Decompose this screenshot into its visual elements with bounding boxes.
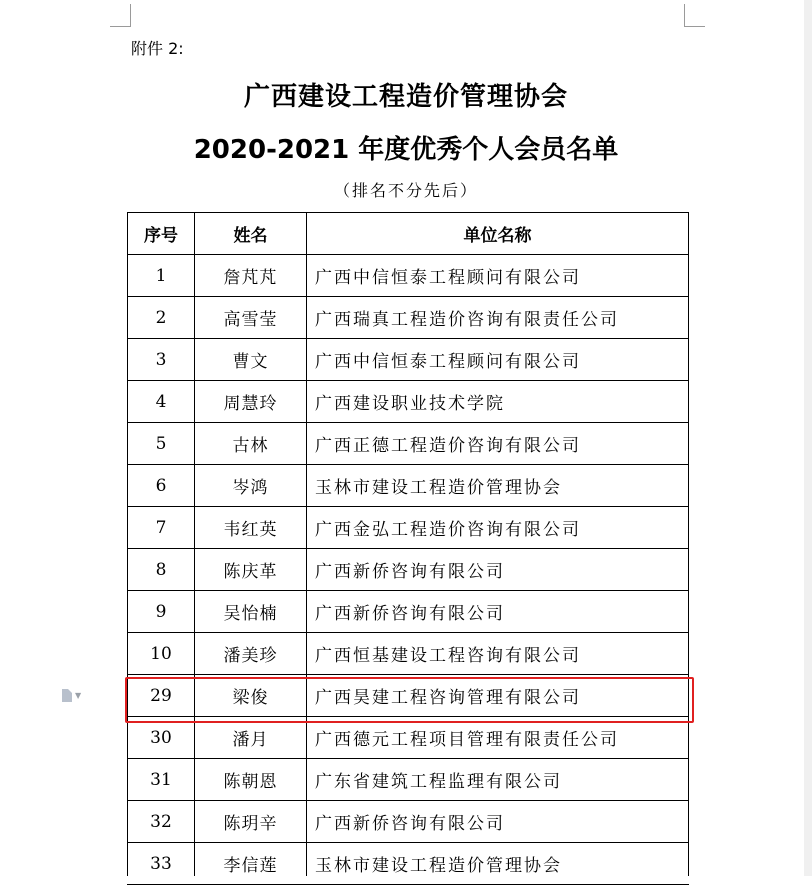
cell-name: 曹文 — [195, 339, 307, 381]
header-name: 姓名 — [195, 213, 307, 255]
cell-no: 29 — [128, 675, 195, 717]
cell-unit: 广西新侨咨询有限公司 — [307, 591, 689, 633]
table-row — [128, 297, 689, 339]
cell-no: 5 — [128, 423, 195, 465]
document-title: 广西建设工程造价管理协会 — [243, 82, 568, 112]
cell-unit: 广西昊建工程咨询管理有限公司 — [307, 675, 689, 717]
cell-unit: 广西恒基建设工程咨询有限公司 — [307, 633, 689, 675]
cell-no: 30 — [128, 717, 195, 759]
cell-unit: 广西建设职业技术学院 — [307, 381, 689, 423]
cell-no: 7 — [128, 507, 195, 549]
cell-name: 韦红英 — [195, 507, 307, 549]
table-row — [128, 507, 689, 549]
cell-unit: 广西德元工程项目管理有限责任公司 — [307, 717, 689, 759]
cell-unit: 广西中信恒泰工程顾问有限公司 — [307, 255, 689, 297]
member-table — [127, 212, 689, 885]
ranking-note: （排名不分先后） — [333, 181, 478, 200]
cell-unit: 广西中信恒泰工程顾问有限公司 — [307, 339, 689, 381]
cell-name: 李信莲 — [195, 843, 307, 885]
table-row — [128, 255, 689, 297]
cell-unit: 广西金弘工程造价咨询有限公司 — [307, 507, 689, 549]
table-row — [128, 381, 689, 423]
cell-unit: 广西新侨咨询有限公司 — [307, 801, 689, 843]
dropdown-arrow-icon: ▼ — [75, 691, 82, 700]
cell-name: 陈庆革 — [195, 549, 307, 591]
page-corner-mark-right — [684, 4, 705, 27]
cell-no: 10 — [128, 633, 195, 675]
cell-unit: 广西新侨咨询有限公司 — [307, 549, 689, 591]
cell-name: 周慧玲 — [195, 381, 307, 423]
page-bottom-edge — [0, 876, 812, 884]
document-subtitle-title: 2020-2021 年度优秀个人会员名单 — [193, 135, 619, 165]
cell-name: 高雪莹 — [195, 297, 307, 339]
cell-no: 6 — [128, 465, 195, 507]
document-icon — [62, 689, 72, 702]
page-corner-mark-left — [110, 4, 131, 27]
attachment-label: 附件 2: — [131, 39, 184, 58]
cell-no: 32 — [128, 801, 195, 843]
cell-unit: 广西正德工程造价咨询有限公司 — [307, 423, 689, 465]
cell-no: 33 — [128, 843, 195, 885]
table-row — [128, 675, 689, 717]
table-body — [128, 255, 689, 885]
table-row — [128, 801, 689, 843]
cell-no: 9 — [128, 591, 195, 633]
cell-name: 梁俊 — [195, 675, 307, 717]
cell-name: 陈玥辛 — [195, 801, 307, 843]
table-row — [128, 759, 689, 801]
cell-no: 8 — [128, 549, 195, 591]
cell-unit: 广东省建筑工程监理有限公司 — [307, 759, 689, 801]
table-row — [128, 633, 689, 675]
cell-name: 詹芃芃 — [195, 255, 307, 297]
document-icon-button[interactable] — [62, 689, 81, 702]
cell-name: 陈朝恩 — [195, 759, 307, 801]
cell-no: 4 — [128, 381, 195, 423]
cell-no: 2 — [128, 297, 195, 339]
cell-name: 潘美珍 — [195, 633, 307, 675]
table-row — [128, 717, 689, 759]
cell-name: 岑鸿 — [195, 465, 307, 507]
cell-name: 潘月 — [195, 717, 307, 759]
cell-unit: 玉林市建设工程造价管理协会 — [307, 465, 689, 507]
cell-unit: 广西瑞真工程造价咨询有限责任公司 — [307, 297, 689, 339]
table-row — [128, 591, 689, 633]
cell-no: 3 — [128, 339, 195, 381]
cell-name: 吴怡楠 — [195, 591, 307, 633]
table-row — [128, 339, 689, 381]
cell-unit: 玉林市建设工程造价管理协会 — [307, 843, 689, 885]
table-header-row — [128, 213, 689, 255]
table-row — [128, 465, 689, 507]
header-unit: 单位名称 — [307, 213, 689, 255]
cell-name: 古林 — [195, 423, 307, 465]
cell-no: 1 — [128, 255, 195, 297]
header-no: 序号 — [128, 213, 195, 255]
table-row — [128, 423, 689, 465]
table-row — [128, 549, 689, 591]
cell-no: 31 — [128, 759, 195, 801]
